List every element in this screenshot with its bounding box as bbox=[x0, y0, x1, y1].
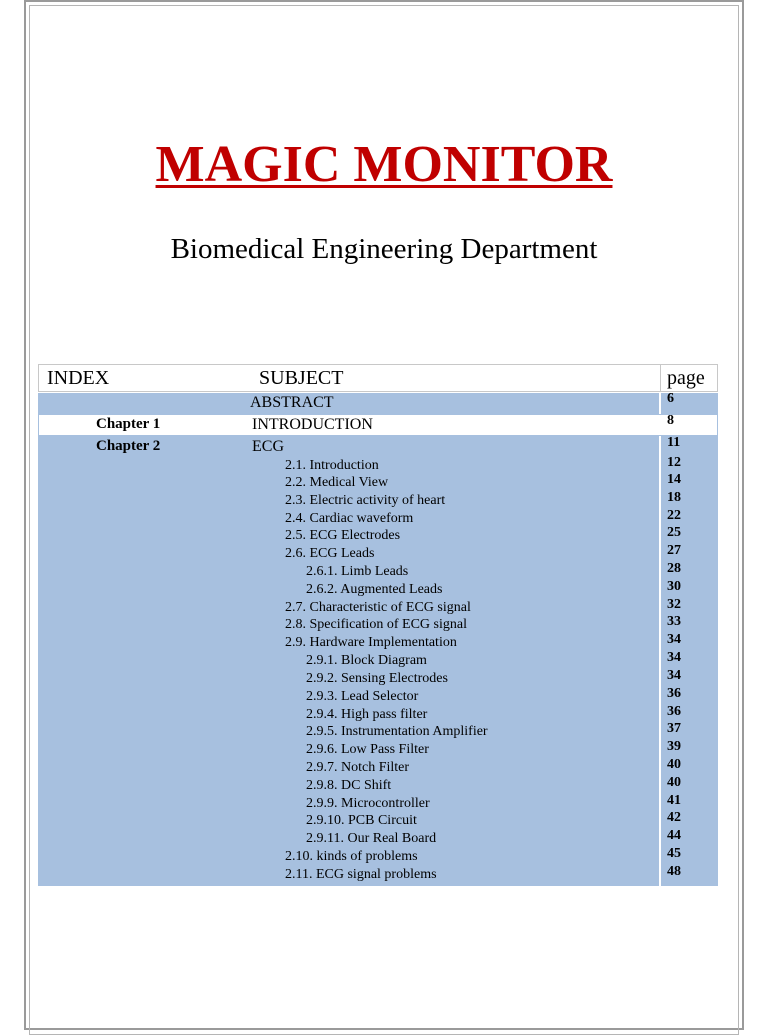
toc-subject: 2.1. Introduction bbox=[285, 458, 379, 473]
toc-page-number: 37 bbox=[667, 721, 681, 736]
toc-page-number: 28 bbox=[667, 561, 681, 576]
toc-page-number: 34 bbox=[667, 668, 681, 683]
toc-subject: ECG bbox=[252, 438, 284, 455]
toc-page-number: 44 bbox=[667, 828, 681, 843]
toc-subject: 2.3. Electric activity of heart bbox=[285, 493, 446, 508]
toc-row bbox=[38, 525, 718, 546]
toc-subject: 2.9.9. Microcontroller bbox=[306, 796, 430, 811]
toc-page-number: 39 bbox=[667, 739, 681, 754]
index-column-header: INDEX bbox=[47, 367, 110, 389]
toc-subject: 2.9.5. Instrumentation Amplifier bbox=[306, 724, 488, 739]
toc-subject: 2.9.11. Our Real Board bbox=[306, 831, 437, 846]
toc-row bbox=[38, 650, 718, 671]
toc-page-number: 18 bbox=[667, 490, 681, 505]
toc-page-number: 27 bbox=[667, 543, 681, 558]
toc-page-number: 33 bbox=[667, 614, 681, 629]
toc-row bbox=[38, 561, 718, 582]
toc-subject: 2.7. Characteristic of ECG signal bbox=[285, 600, 471, 615]
toc-page-number: 34 bbox=[667, 650, 681, 665]
table-of-contents bbox=[38, 364, 718, 886]
toc-page-number: 25 bbox=[667, 525, 681, 540]
toc-subject: 2.9. Hardware Implementation bbox=[285, 635, 457, 650]
toc-row bbox=[38, 614, 718, 635]
toc-page-number: 48 bbox=[667, 864, 681, 879]
toc-row bbox=[38, 846, 718, 867]
toc-row bbox=[38, 739, 718, 760]
toc-subject: 2.11. ECG signal problems bbox=[285, 867, 437, 882]
toc-row bbox=[38, 775, 718, 796]
toc-page-number: 11 bbox=[667, 435, 681, 450]
toc-row bbox=[38, 597, 718, 618]
toc-subject: 2.2. Medical View bbox=[285, 475, 389, 490]
toc-page-number: 32 bbox=[667, 597, 681, 612]
toc-chapter-label: Chapter 2 bbox=[96, 438, 161, 454]
toc-row bbox=[38, 704, 718, 725]
toc-row bbox=[38, 793, 718, 814]
toc-page-number: 12 bbox=[667, 455, 681, 470]
page-column-header: page bbox=[667, 367, 705, 389]
toc-subject: ABSTRACT bbox=[250, 394, 334, 411]
toc-subject: 2.9.2. Sensing Electrodes bbox=[306, 671, 448, 686]
toc-row bbox=[38, 810, 718, 831]
toc-page-number: 14 bbox=[667, 472, 681, 487]
toc-page-number: 45 bbox=[667, 846, 681, 861]
toc-header-row bbox=[38, 364, 718, 392]
toc-row bbox=[38, 435, 718, 456]
toc-row bbox=[38, 828, 718, 849]
document-title: MAGIC MONITOR bbox=[155, 136, 613, 193]
toc-page-number: 22 bbox=[667, 508, 681, 523]
toc-row bbox=[38, 864, 718, 885]
toc-row bbox=[38, 668, 718, 689]
toc-page-number: 41 bbox=[667, 793, 681, 808]
toc-page-number: 36 bbox=[667, 686, 681, 701]
toc-subject: 2.6. ECG Leads bbox=[285, 546, 375, 561]
toc-row bbox=[38, 508, 718, 529]
toc-subject: INTRODUCTION bbox=[252, 416, 373, 433]
toc-row bbox=[38, 455, 718, 476]
column-divider bbox=[660, 365, 661, 391]
toc-page-number: 6 bbox=[667, 391, 674, 406]
subject-column-header: SUBJECT bbox=[259, 367, 344, 389]
toc-subject: 2.9.4. High pass filter bbox=[306, 707, 428, 722]
toc-row bbox=[38, 757, 718, 778]
toc-subject: 2.9.1. Block Diagram bbox=[306, 653, 427, 668]
toc-row bbox=[38, 413, 718, 434]
toc-subject: 2.4. Cardiac waveform bbox=[285, 511, 414, 526]
toc-subject: 2.6.1. Limb Leads bbox=[306, 564, 409, 579]
toc-page-number: 34 bbox=[667, 632, 681, 647]
toc-subject: 2.5. ECG Electrodes bbox=[285, 528, 401, 543]
toc-row bbox=[38, 579, 718, 600]
toc-page-number: 36 bbox=[667, 704, 681, 719]
toc-subject: 2.8. Specification of ECG signal bbox=[285, 617, 467, 632]
toc-subject: 2.9.3. Lead Selector bbox=[306, 689, 419, 704]
toc-row bbox=[38, 490, 718, 511]
toc-row bbox=[38, 391, 718, 412]
toc-subject: 2.10. kinds of problems bbox=[285, 849, 418, 864]
toc-subject: 2.6.2. Augmented Leads bbox=[306, 582, 443, 597]
toc-row bbox=[38, 472, 718, 493]
toc-subject: 2.9.7. Notch Filter bbox=[306, 760, 410, 775]
toc-row bbox=[38, 543, 718, 564]
toc-subject: 2.9.6. Low Pass Filter bbox=[306, 742, 429, 757]
toc-page-number: 42 bbox=[667, 810, 681, 825]
document-subtitle: Biomedical Engineering Department bbox=[170, 233, 598, 265]
toc-page-number: 40 bbox=[667, 757, 681, 772]
toc-row bbox=[38, 721, 718, 742]
toc-page-number: 30 bbox=[667, 579, 681, 594]
toc-subject: 2.9.8. DC Shift bbox=[306, 778, 392, 793]
toc-subject: 2.9.10. PCB Circuit bbox=[306, 813, 417, 828]
toc-page-number: 40 bbox=[667, 775, 681, 790]
toc-row bbox=[38, 686, 718, 707]
toc-row bbox=[38, 632, 718, 653]
toc-page-number: 8 bbox=[667, 413, 674, 428]
toc-chapter-label: Chapter 1 bbox=[96, 416, 161, 432]
